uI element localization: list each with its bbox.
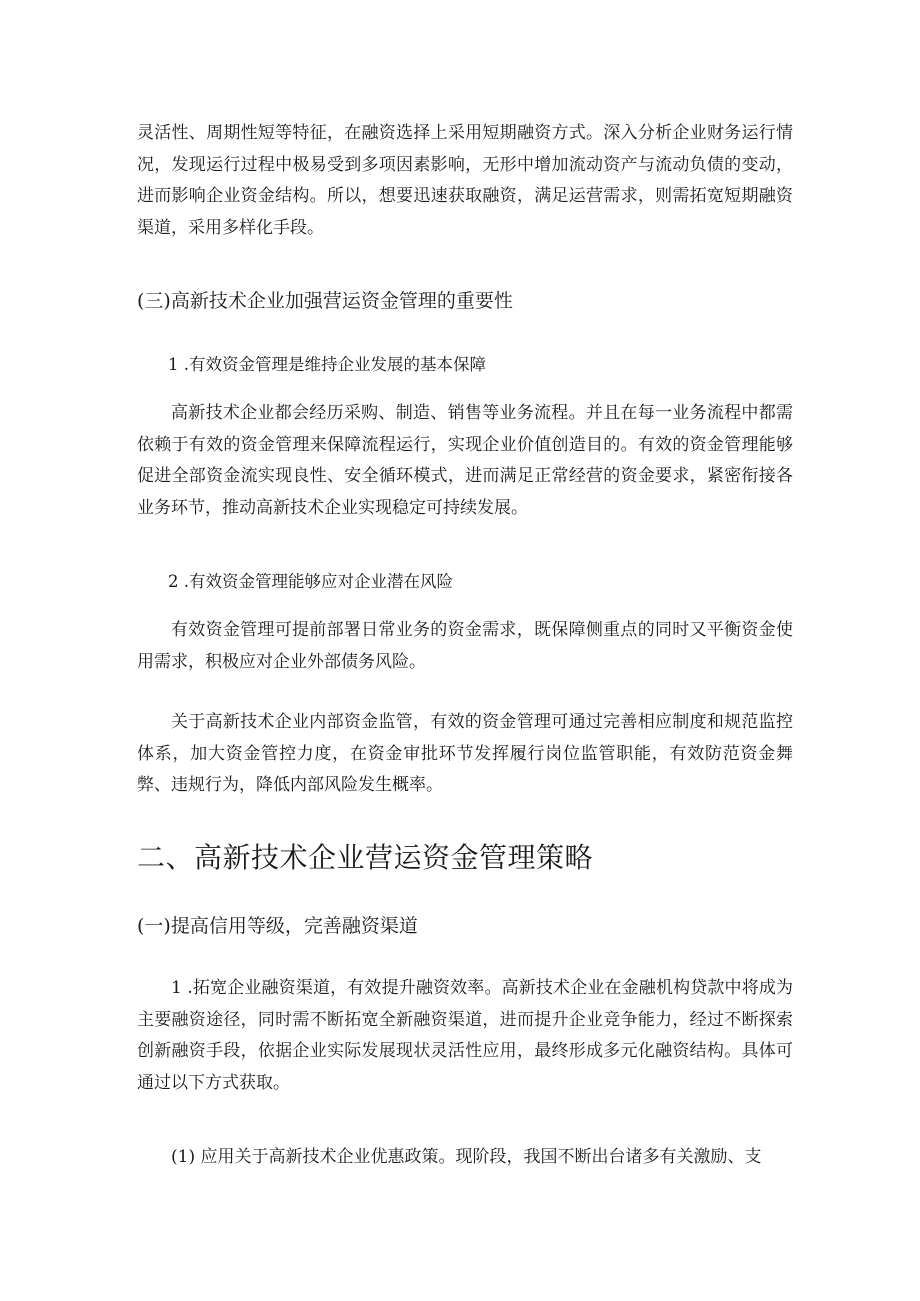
section-heading-3: (三)高新技术企业加强营运资金管理的重要性 (137, 290, 513, 312)
body-paragraph: 灵活性、周期性短等特征，在融资选择上采用短期融资方式。深入分析企业财务运行情况，发现运行过程中极易受到多项因素影响，无形中增加流动资产与流动负债的变动，进而影响企业资金结构。所以，想要迅速获取融资，满足运营需求，则需拓宽短期融资渠道，采用多样化手段。 (137, 123, 793, 238)
subsection-heading-1: 1 .有效资金管理是维持企业发展的基本保障 (168, 355, 486, 374)
body-paragraph: 有效资金管理可提前部署日常业务的资金需求，既保障侧重点的同时又平衡资金使用需求，积极应对企业外部债务风险。 (137, 620, 793, 672)
body-paragraph: (1) 应用关于高新技术企业优惠政策。现阶段，我国不断出台诸多有关激励、支 (171, 1147, 762, 1167)
chapter-heading: 二、高新技术企业营运资金管理策略 (137, 841, 594, 874)
body-paragraph: 关于高新技术企业内部资金监管，有效的资金管理可通过完善相应制度和规范监控体系，加大资金管控力度，在资金审批环节发挥履行岗位监管职能，有效防范资金舞弊、违规行为，降低内部风险发生概率。 (137, 712, 793, 795)
body-paragraph: 高新技术企业都会经历采购、制造、销售等业务流程。并且在每一业务流程中都需依赖于有效的资金管理来保障流程运行，实现企业价值创造目的。有效的资金管理能够促进全部资金流实现良性、安全循环模式，进而满足正常经营的资金要求，紧密衔接各业务环节，推动高新技术企业实现稳定可持续发展。 (137, 403, 793, 518)
subsection-heading-2: 2 .有效资金管理能够应对企业潜在风险 (168, 572, 453, 591)
body-paragraph: 1 .拓宽企业融资渠道，有效提升融资效率。高新技术企业在金融机构贷款中将成为主要融资途径，同时需不断拓宽全新融资渠道，进而提升企业竞争能力，经过不断探索创新融资手段，依据企业实际发展现状灵活性应用，最终形成多元化融资结构。具体可通过以下方式获取。 (137, 978, 793, 1093)
section-heading-1: (一)提高信用等级，完善融资渠道 (137, 915, 418, 937)
